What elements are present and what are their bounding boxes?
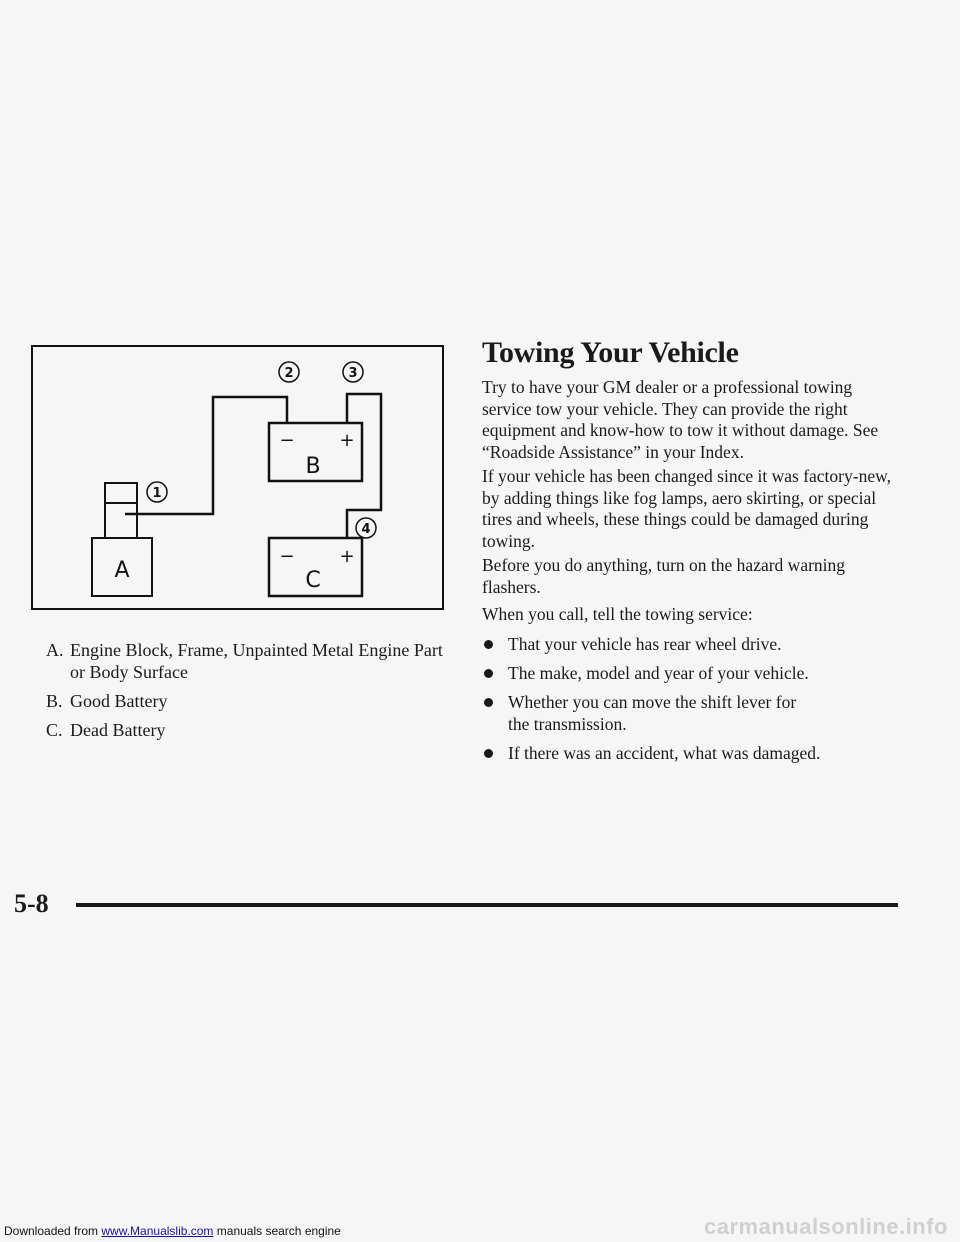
watermark: carmanualsonline.info [704, 1214, 948, 1239]
bullet-dot [484, 640, 493, 649]
manualslib-link[interactable]: www.Manualslib.com [101, 1224, 214, 1238]
paragraph-gm-dealer: Try to have your GM dealer or a professional towing service tow your vehicle. They can provide the right equipment and know-how to tow it without damage. See “Roadside Assistance” in your Index. [482, 377, 879, 462]
bullet-text: The make, model and year of your vehicle. [508, 663, 809, 683]
legend-key: C. [46, 720, 63, 740]
svg-text:3: 3 [348, 366, 358, 381]
paragraph-tell-service: When you call, tell the towing service: [482, 604, 753, 624]
battery-c-plus: + [339, 546, 355, 567]
legend-key: B. [46, 691, 63, 711]
legend-text: Engine Block, Frame, Unpainted Metal Engine Part [70, 640, 443, 660]
legend-item-a [46, 639, 446, 683]
paragraph-hazard-flashers: Before you do anything, turn on the hazard warning flashers. [482, 555, 846, 597]
good-battery-b [269, 423, 362, 481]
footer-rule [76, 903, 898, 907]
legend-item-c [46, 719, 446, 741]
battery-c-minus: − [279, 546, 295, 567]
positive-cable [347, 394, 381, 538]
legend-text: Good Battery [70, 691, 168, 711]
engine-block-label: A [114, 558, 130, 583]
battery-c-label: C [305, 568, 321, 593]
svg-text:4: 4 [361, 522, 371, 537]
banner-suffix: manuals search engine [213, 1224, 341, 1238]
svg-text:1: 1 [152, 486, 162, 501]
callout-3 [343, 362, 363, 382]
jump-start-diagram [31, 345, 444, 610]
bullet-text: Whether you can move the shift lever for the transmission. [508, 692, 797, 734]
svg-text:2: 2 [284, 366, 294, 381]
paragraph-modifications: If your vehicle has been changed since it was factory-new, by adding things like fog lamps, aero skirting, or special tires and wheels, these things could be damaged during towing. [482, 466, 891, 551]
engine-block-a [92, 483, 152, 596]
legend-item-b [46, 690, 446, 712]
banner-prefix: Downloaded from [4, 1224, 102, 1238]
battery-b-plus: + [339, 430, 355, 451]
callout-1 [147, 482, 167, 502]
legend-key: A. [46, 640, 64, 660]
callout-2 [279, 362, 299, 382]
battery-b-label: B [305, 454, 321, 479]
bullet-text: If there was an accident, what was damaged. [508, 743, 821, 763]
legend-text-continued: or Body Surface [70, 662, 188, 682]
page-number: 5-8 [14, 889, 49, 918]
bullet-text: That your vehicle has rear wheel drive. [508, 634, 782, 654]
dead-battery-c [269, 538, 362, 596]
battery-b-minus: − [279, 430, 295, 451]
section-title: Towing Your Vehicle [482, 336, 739, 369]
legend-text: Dead Battery [70, 720, 166, 740]
bullet-dot [484, 749, 493, 758]
bullet-dot [484, 669, 493, 678]
bullet-dot [484, 698, 493, 707]
callout-4 [356, 518, 376, 538]
download-banner [4, 1224, 341, 1238]
negative-cable [125, 397, 287, 514]
